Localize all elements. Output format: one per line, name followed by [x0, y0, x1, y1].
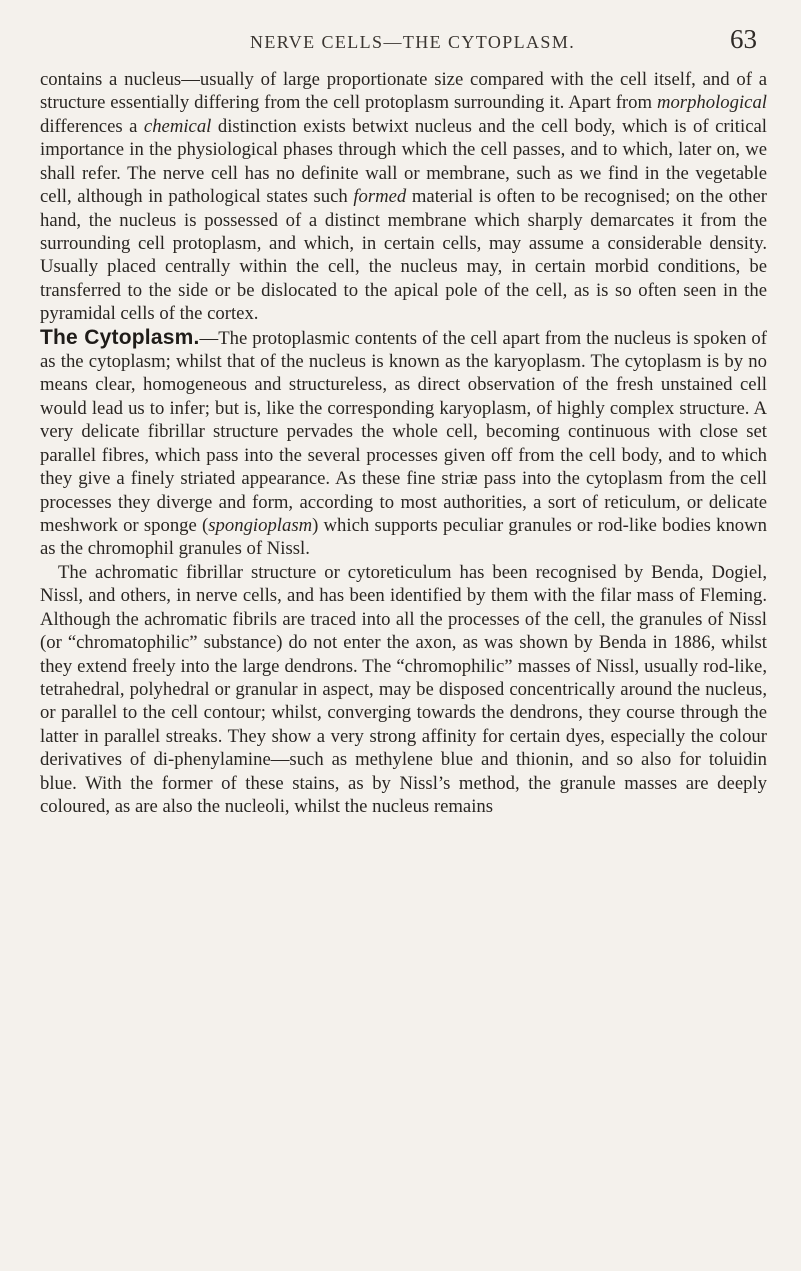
text-run: differences a — [40, 115, 144, 137]
italic-term: morphological — [656, 92, 767, 114]
italic-term: chemical — [143, 115, 212, 137]
page-number: 63 — [730, 24, 757, 54]
italic-term: formed — [353, 186, 407, 208]
body-text — [40, 68, 767, 819]
section-heading: The Cytoplasm. — [40, 325, 200, 349]
paragraph-nucleus — [40, 68, 767, 326]
paragraph-cytoplasm — [40, 326, 767, 561]
page-header — [0, 12, 801, 60]
text-run: contains a nucleus—usually of large proportionate size compared with the cell itself, and of a structure essentially differing from the cell protoplasm surrounding it. Apart from — [40, 69, 767, 114]
paragraph-achromatic — [40, 561, 767, 819]
text-run: The achromatic fibrillar structure or cytoreticulum has been recognised by Benda, Dogiel, Nissl, and others, in nerve cells, and has been identified by them with the filar mass of Fleming. Although the achromatic fibrils are traced into all the processes of the cell, the granules of Nissl (or “chromatophilic” substance) do not enter the axon, as was shown by Benda in 1886, whilst they extend freely into the large dendrons. The “chromophilic” masses of Nissl, usually rod-like, tetrahedral, polyhedral or granular in aspect, may be disposed concentrically around the nucleus, or parallel to the cell contour; whilst, converging towards the dendrons, they course through the latter in parallel streaks. They show a very strong affinity for certain dyes, especially the colour derivatives of di-phenylamine—such as methylene blue and thionin, and so also for toluidin blue. With the former of these stains, as by Nissl’s method, the granule masses are deeply coloured, as are also the nucleoli, whilst the nucleus remains — [40, 561, 767, 818]
text-run: material is often to be recognised; on the other hand, the nucleus is possessed of a distinct membrane which sharply demarcates it from the surrounding cell protoplasm, and which, in certain cells, may assume a considerable density. Usually placed centrally within the cell, the nucleus may, in certain morbid conditions, be transferred to the side or be dislocated to the apical pole of the cell, as is so often seen in the pyramidal cells of the cortex. — [40, 186, 767, 325]
italic-term: spongioplasm — [208, 515, 313, 537]
running-title: NERVE CELLS—THE CYTOPLASM. — [250, 32, 576, 52]
text-run: —The protoplasmic contents of the cell apart from the nucleus is spoken of as the cytoplasm; whilst that of the nucleus is known as the karyoplasm. The cytoplasm is by no means clear, homogeneous and structureless, as direct observation of the fresh unstained cell would lead us to infer; but is, like the corresponding karyoplasm, of highly complex structure. A very delicate fibrillar structure pervades the whole cell, becoming continuous with close set parallel fibres, which pass into the several processes given off from the cell body, and to which they give a finely striated appearance. As these fine striæ pass into the cytoplasm from the cell processes they diverge and form, according to most authorities, a sort of reticulum, or delicate meshwork or sponge ( — [40, 327, 767, 537]
text-run: ) which supports peculiar granules or rod-like bodies known as the chromophil granules of Nissl. — [40, 515, 767, 560]
text-run: distinction exists betwixt nucleus and the cell body, which is of critical importance in the physiological phases through which the cell passes, and to which, later on, we shall refer. The nerve cell has no definite wall or membrane, such as we find in the vegetable cell, although in pathological states such — [40, 115, 767, 208]
